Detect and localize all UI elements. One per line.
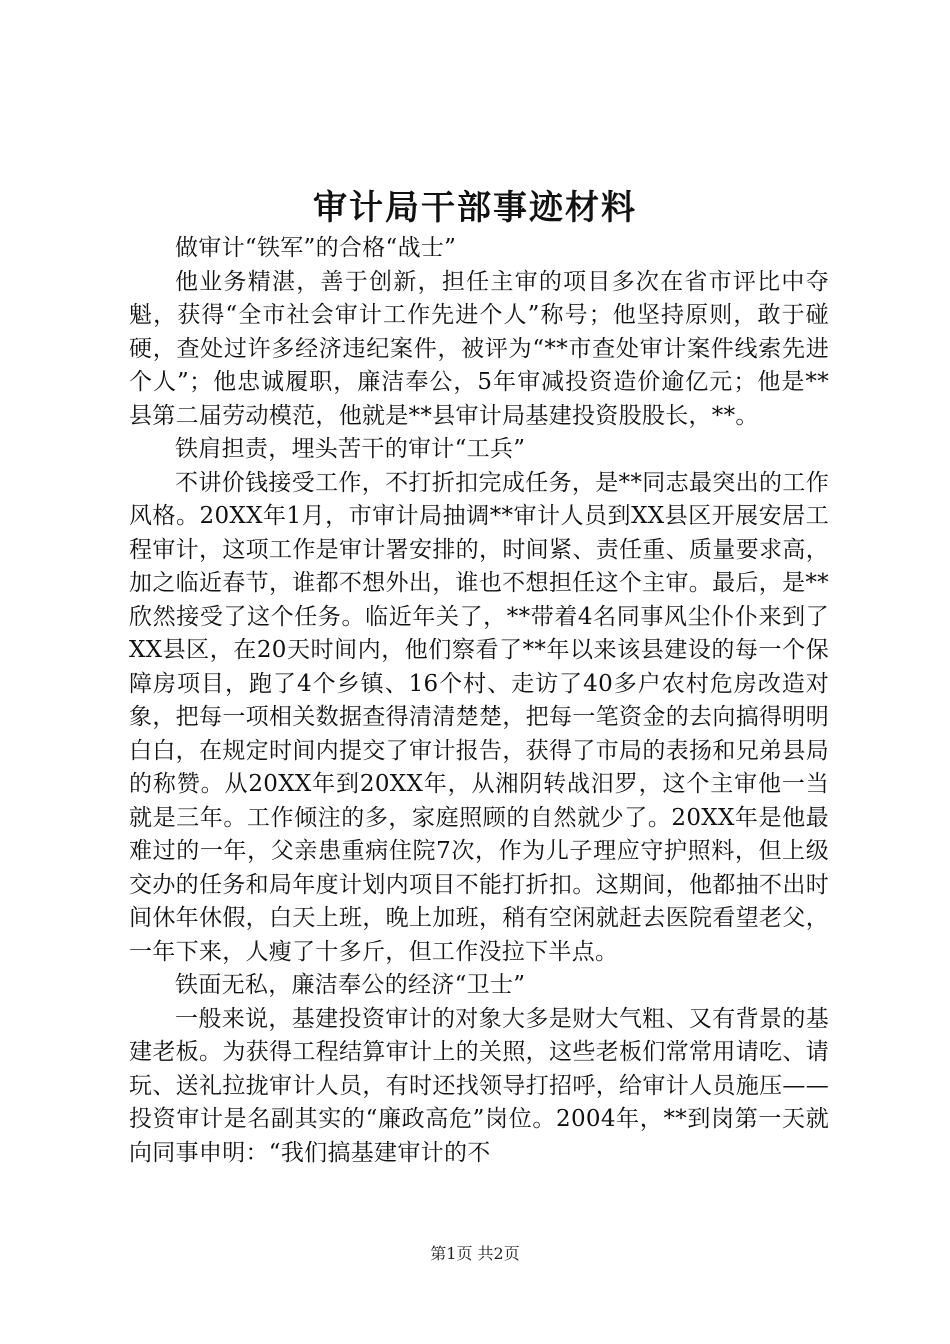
document-title: 审计局干部事迹材料 [313, 188, 637, 228]
body-paragraph: 不讲价钱接受工作，不打折扣完成任务，是**同志最突出的工作风格。20XX年1月，市审计局抽调**审计人员到XX县区开展安居工程审计，这项工作是审计署安排的，时间紧、责任重、质量要求高，加之临近春节，谁都不想外出，谁也不想担任这个主审。最后，是**欣然接受了这个任务。临近年关了，**带着4名同事风尘仆仆来到了XX县区，在20天时间内，他们察看了**年以来该县建设的每一个保障房项目，跑了4个乡镇、16个村、走访了40多户农村危房改造对象，把每一项相关数据查得清清楚楚，把每一笔资金的去向搞得明明白白，在规定时间内提交了审计报告，获得了市局的表扬和兄弟县局的称赞。从20XX年到20XX年，从湘阴转战汨罗，这个主审他一当就是三年。工作倾注的多，家庭照顾的自然就少了。20XX年是他最难过的一年，父亲患重病住院7次，作为儿子理应守护照料，但上级交办的任务和局年度计划内项目不能打折扣。这期间，他都抽不出时间休年休假，白天上班，晚上加班，稍有空闲就赶去医院看望老父，一年下来，人瘦了十多斤，但工作没拉下半点。 [129, 469, 829, 965]
page-number-footer: 第1页 共2页 [430, 1244, 520, 1263]
section-heading: 铁面无私，廉洁奉公的经济“卫士” [175, 972, 526, 998]
section-heading: 铁肩担责，埋头苦干的审计“工兵” [175, 436, 526, 462]
section-heading: 做审计“铁军”的合格“战士” [175, 235, 457, 261]
body-paragraph: 他业务精湛，善于创新，担任主审的项目多次在省市评比中夺魁，获得“全市社会审计工作先进个人”称号；他坚持原则，敢于碰硬，查处过许多经济违纪案件，被评为“**市查处审计案件线索先进个人”；他忠诚履职，廉洁奉公，5年审减投资造价逾亿元；他是**县第二届劳动模范，他就是**县审计局基建投资股股长，**。 [129, 268, 829, 429]
body-paragraph: 一般来说，基建投资审计的对象大多是财大气粗、又有背景的基建老板。为获得工程结算审计上的关照，这些老板们常常用请吃、请玩、送礼拉拢审计人员，有时还找领导打招呼，给审计人员施压——投资审计是名副其实的“廉政高危”岗位。2004年，**到岗第一天就向同事申明：“我们搞基建审计的不 [129, 1005, 829, 1166]
document-body [129, 232, 829, 1170]
